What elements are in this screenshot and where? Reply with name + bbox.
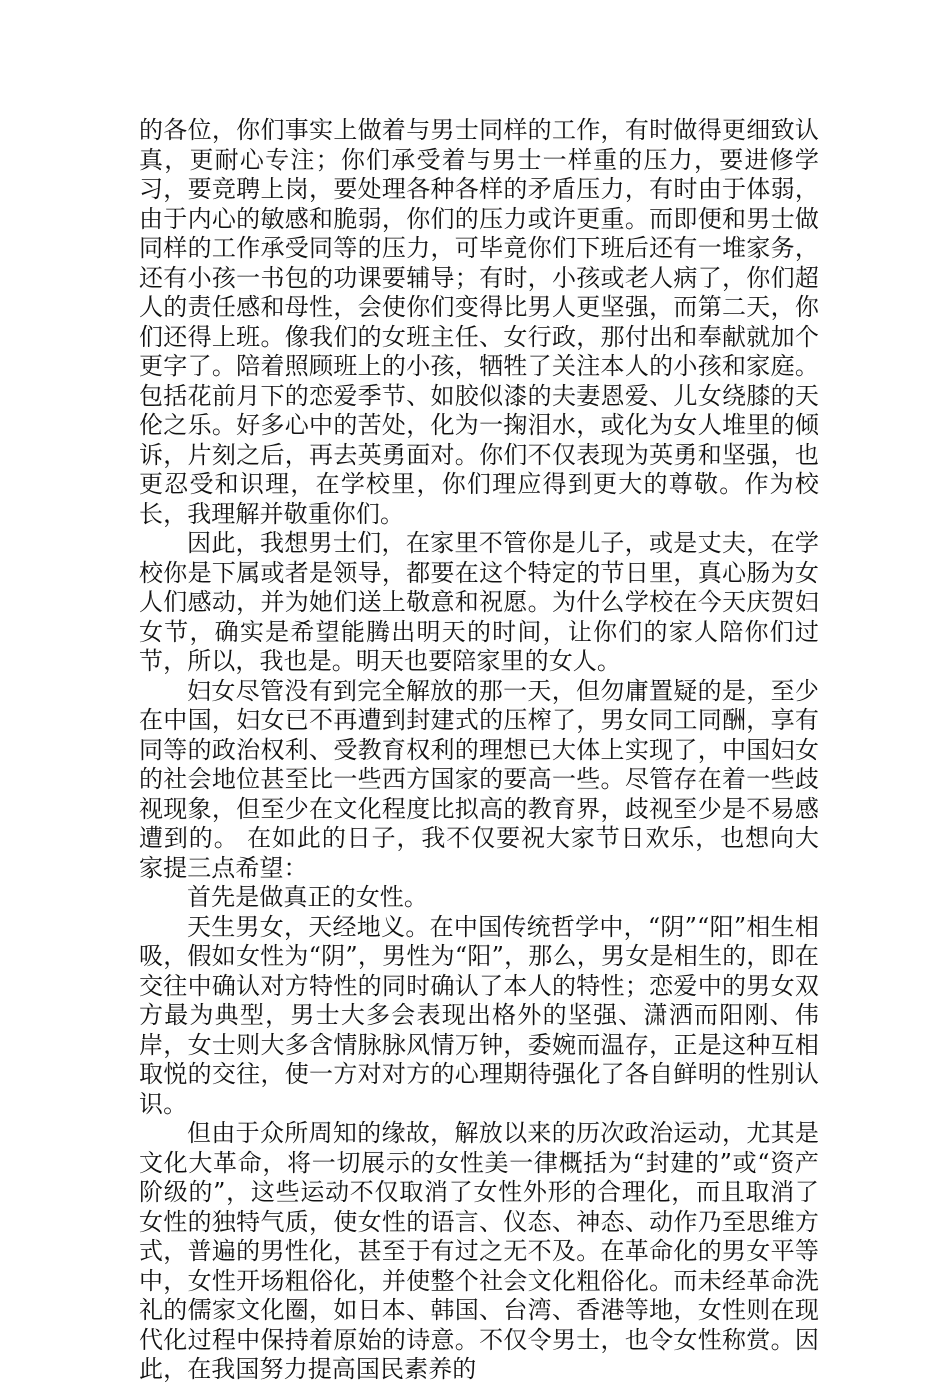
paragraph: 首先是做真正的女性。 — [187, 883, 428, 911]
paragraph: 的各位，你们事实上做着与男士同样的工作，有时做得更细致认真，更耐心专注；你们承受着与男士一样重的压力，要进修学习，要竞聘上岗，要处理各种各样的矛盾压力，有时由于体弱，由于内心的敏感和脆弱，你们的压力或许更重。而即便和男士做同样的工作承受同等的压力，可毕竟你们下班后还有一堆家务，还有小孩一书包的功课要辅导；有时，小孩或老人病了，你们超人的责任感和母性，会使你们变得比男人更坚强，而第二天，你们还得上班。像我们的女班主任、女行政，那付出和奉献就加个更字了。陪着照顾班上的小孩，牺牲了关注本人的小孩和家庭。包括花前月下的恋爱季节、如胶似漆的夫妻恩爱、儿女绕膝的天伦之乐。好多心中的苦处，化为一掬泪水，或化为女人堆里的倾诉，片刻之后，再去英勇面对。你们不仅表现为英勇和坚强，也更忍受和识理，在学校里，你们理应得到更大的尊敬。作为校长，我理解并敬重你们。 — [139, 116, 819, 528]
paragraph: 但由于众所周知的缘故，解放以来的历次政治运动，尤其是文化大革命，将一切展示的女性美一律概括为“封建的”或“资产阶级的”，这些运动不仅取消了女性外形的合理化，而且取消了女性的独特气质，使女性的语言、仪态、神态、动作乃至思维方式，普遍的男性化，甚至于有过之无不及。在革命化的男女平等中，女性开场粗俗化，并使整个社会文化粗俗化。而未经革命洗礼的儒家文化圈，如日本、韩国、台湾、香港等地，女性则在现代化过程中保持着原始的诗意。不仅令男士，也令女性称赏。因此，在我国努力提高国民素养的 — [139, 1119, 819, 1383]
paragraph: 天生男女，天经地义。在中国传统哲学中，“阴”“阳”相生相吸，假如女性为“阴”，男性为“阳”，那么，男女是相生的，即在交往中确认对方特性的同时确认了本人的特性；恋爱中的男女双方最为典型，男士大多会表现出格外的坚强、潇洒而阳刚、伟岸，女士则大多含情脉脉风情万钟，委婉而温存，正是这种互相取悦的交往，使一方对对方的心理期待强化了各自鲜明的性别认识。 — [139, 912, 819, 1118]
paragraph: 妇女尽管没有到完全解放的那一天，但勿庸置疑的是，至少在中国，妇女已不再遭到封建式的压榨了，男女同工同酬，享有同等的政治权利、受教育权利的理想已大体上实现了，中国妇女的社会地位甚至比一些西方国家的要高一些。尽管存在着一些歧视现象，但至少在文化程度比拟高的教育界，歧视至少是不易感遭到的。 在如此的日子，我不仅要祝大家节日欢乐，也想向大家提三点希望： — [139, 676, 819, 882]
document-body — [139, 116, 819, 1385]
paragraph: 因此，我想男士们，在家里不管你是儿子，或是丈夫，在学校你是下属或者是领导，都要在这个特定的节日里，真心肠为女人们感动，并为她们送上敬意和祝愿。为什么学校在今天庆贺妇女节，确实是希望能腾出明天的时间，让你们的家人陪你们过节，所以，我也是。明天也要陪家里的女人。 — [139, 529, 819, 675]
